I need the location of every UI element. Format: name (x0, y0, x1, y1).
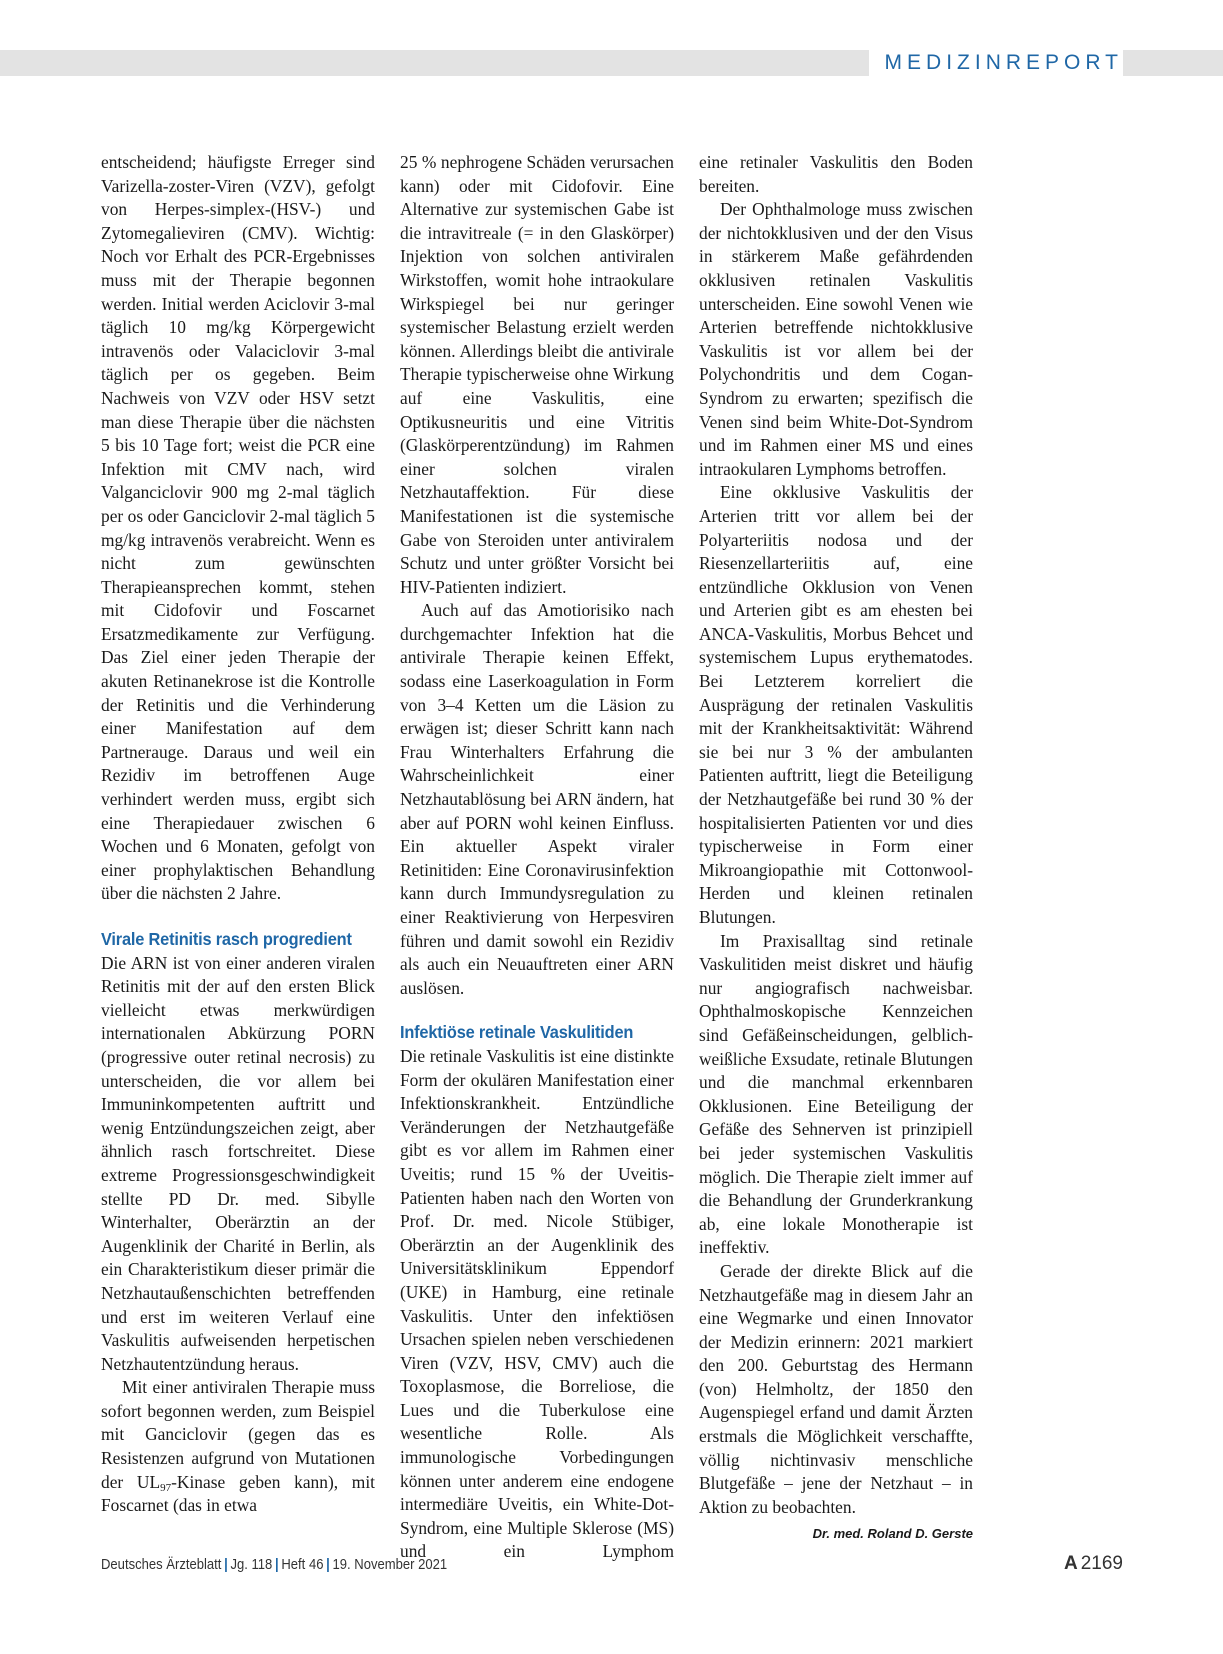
paragraph: Der Ophthalmologe muss zwischen der nichtokklusiven und der den Visus in stärkerem Maße gefährdenden okklusiven retinalen Vaskulitis unterscheiden. Eine sowohl Venen wie Arterien betreffende nichtokklusive Vaskulitis ist vor allem bei der Polychondritis und dem Cogan-Syndrom zu erwarten; spezifisch die Venen sind beim White-Dot-Syndrom und im Rahmen einer MS und eines intraokularen Lymphoms betroffen. (699, 199, 973, 479)
separator: | (326, 1557, 330, 1573)
author-signature: Dr. med. Roland D. Gerste (812, 1526, 973, 1542)
subheading-infektioese-vaskulitiden: Infektiöse retinale Vaskulitiden (400, 1022, 634, 1043)
paragraph: Eine okklusive Vaskulitis der Arterien tritt vor allem bei der Polyarteriitis nodosa und der Riesenzellarteriitis auf, eine entzündliche Okklusion von Venen und Arterien gibt es am ehesten bei ANCA-Vaskulitis, Morbus Behcet und systemischem Lupus erythematodes. Bei Letzterem korreliert die Ausprägung der retinalen Vaskulitis mit der Krankheitsaktivität: Während sie bei nur 3 % der ambulanten Patienten auftritt, liegt die Beteiligung der Netzhautgefäße bei rund 30 % der hospitalisierten Patienten vor und dies typischerweise in Form einer Mikroangiopathie mit Cottonwool-Herden und kleinen retinalen Blutungen. (699, 482, 973, 927)
paragraph: Die ARN ist von einer anderen viralen Retinitis mit der auf den ersten Blick vielleicht etwas merkwürdigen internationalen Abkürzung PORN (progressive outer retinal necrosis) zu unterscheiden, die vor allem bei Immuninkompetenten auftritt und wenig Entzündungszeichen zeigt, aber ähnlich rasch fortschreitet. Diese extreme Progressionsgeschwindigkeit stellte PD Dr. med. Sibylle Winterhalter, Oberärztin an der Augenklinik der Charité in Berlin, als ein Charakteristikum dieser primär die Netzhautaußenschichten betreffenden und erst im weiteren Verlauf eine Vaskulitis aufweisenden herpetischen Netzhautentzündung heraus. (101, 952, 375, 1374)
paragraph: entscheidend; häufigste Erreger sind Varizella-zoster-Viren (VZV), gefolgt von Herpes-simplex-(HSV-) und Zytomegalieviren (CMV). Wichtig: Noch vor Erhalt des PCR-Ergebnisses muss mit der Therapie begonnen werden. Initial werden Aciclovir 3-mal täglich 10 mg/kg Körpergewicht intravenös oder Valaciclovir 3-mal täglich per os gegeben. Beim Nachweis von VZV oder HSV setzt man diese Therapie über die nächsten 5 bis 10 Tage fort; weist die PCR eine Infektion mit CMV nach, wird Valganciclovir 900 mg 2-mal täglich per os oder Ganciclovir 2-mal täglich 5 mg/kg intravenös verabreicht. Wenn es nicht zum gewünschten Therapieansprechen kommt, stehen mit Cidofovir und Foscarnet Ersatzmedikamente zur Verfügung. Das Ziel einer jeden Therapie der akuten Retinanekrose ist die Kontrolle der Retinitis und die Verhinderung einer Manifestation auf dem Partnerauge. Daraus und weil ein Rezidiv im betroffenen Auge verhindert werden muss, ergibt sich eine Therapiedauer zwischen 6 Wochen und 6 Monaten, gefolgt von einer prophylaktischen Behandlung über die nächsten 2 Jahre. (101, 152, 375, 904)
text-column-1 (101, 151, 375, 1518)
page-number (1064, 1553, 1123, 1575)
paragraph: 25 % nephrogene Schäden verursachen kann) oder mit Cidofovir. Eine Alternative zur systemischen Gabe ist die intravitreale (= in den Glaskörper) Injektion von solchen antiviralen Wirkstoffen, womit hohe intraokulare Wirkspiegel bei nur geringer systemischer Belastung erzielt werden können. Allerdings bleibt die antivirale Therapie typischerweise ohne Wirkung auf eine Vaskulitis, eine Optikusneuritis und eine Vitritis (Glaskörperentzündung) im Rahmen einer solchen viralen Netzhautaffektion. Für diese Manifestationen ist die systemische Gabe von Steroiden unter antiviralem Schutz und unter größter Vorsicht bei HIV-Patienten indiziert. (400, 152, 674, 597)
paragraph: Mit einer antiviralen Therapie muss sofort begonnen werden, zum Beispiel mit Ganciclovir (gegen das es Resistenzen aufgrund von Mutationen der $UL_{97}$-Kinase geben kann), mit Foscarnet (das in etwa (101, 1377, 375, 1516)
section-label: MEDIZINREPORT (869, 50, 1123, 76)
paragraph: Gerade der direkte Blick auf die Netzhautgefäße mag in diesem Jahr an eine Wegmarke und einen Innovator der Medizin erinnern: 2021 markiert den 200. Geburtstag des Hermann (von) Helmholtz, der 1850 den Augenspiegel erfand und damit Ärzten erstmals die Möglichkeit verschaffte, völlig nichtinvasiv menschliche Blutgefäße – jene der Netzhaut – in Aktion zu beobachten. Dr. med. Roland D. Gerste (699, 1260, 973, 1520)
footer-citation (101, 1557, 447, 1573)
paragraph: Auch auf das Amotiorisiko nach durchgemachter Infektion hat die antivirale Therapie keinen Effekt, sodass eine Laserkoagulation in Form von 3–4 Ketten um die Läsion zu erwägen ist; dieser Schritt kann nach Frau Winterhalters Erfahrung die Wahrscheinlichkeit einer Netzhautablösung bei ARN ändern, hat aber auf PORN wohl keinen Einfluss. Ein aktueller Aspekt viraler Retinitiden: Eine Coronavirusinfektion kann durch Immundysregulation zu einer Reaktivierung von Herpesviren führen und damit sowohl ein Rezidiv als auch ein Neuauftreten einer ARN auslösen. (400, 600, 674, 998)
paragraph: Im Praxisalltag sind retinale Vaskulitiden meist diskret und häufig nur angiografisch nachweisbar. Ophthalmoskopische Kennzeichen sind Gefäßeinscheidungen, gelblich-weißliche Exsudate, retinale Blutungen und die manchmal erkennbaren Okklusionen. Eine Beteiligung der Gefäße des Sehnerven ist prinzipiell bei jeder systemischen Vaskulitis möglich. Die Therapie zielt immer auf die Behandlung der Grunderkrankung ab, eine lokale Monotherapie ist ineffektiv. (699, 930, 973, 1258)
page-prefix: A (1063, 1553, 1078, 1574)
separator: | (275, 1557, 279, 1573)
paragraph: Die retinale Vaskulitis ist eine distinkte Form der okulären Manifestation einer Infektionskrankheit. Entzündliche Veränderungen der Netzhautgefäße gibt es vor allem im Rahmen einer Uveitis; rund 15 % der Uveitis-Patienten haben nach den Worten von Prof. Dr. med. Nicole Stübiger, Oberärztin an der Augenklinik des Universitätsklinikum Eppendorf (UKE) in Hamburg, eine retinale Vaskulitis. Unter den infektiösen Ursachen spielen neben verschiedenen Viren (VZV, HSV, CMV) auch die Toxoplasmose, die Borreliose, die Lues und die Tuberkulose eine wesentliche Rolle. Als immunologische Vorbedingungen können unter anderem eine endogene intermediäre Uveitis, ein White-Dot-Syndrom, eine Multiple Sklerose (MS) und ein Lymphom (400, 1045, 674, 1562)
text-column-3 (699, 151, 973, 1546)
journal-name: Deutsches Ärzteblatt (101, 1557, 222, 1573)
separator: | (224, 1557, 228, 1573)
page-number-value: 2169 (1080, 1553, 1123, 1574)
subheading-virale-retinitis: Virale Retinitis rasch progredient (101, 929, 352, 949)
issue: Heft 46 (281, 1557, 324, 1573)
volume: Jg. 118 (230, 1557, 273, 1573)
text-column-2 (400, 151, 674, 1564)
paragraph: eine retinaler Vaskulitis den Boden bereiten. (699, 152, 973, 196)
issue-date: 19. November 2021 (332, 1557, 448, 1573)
